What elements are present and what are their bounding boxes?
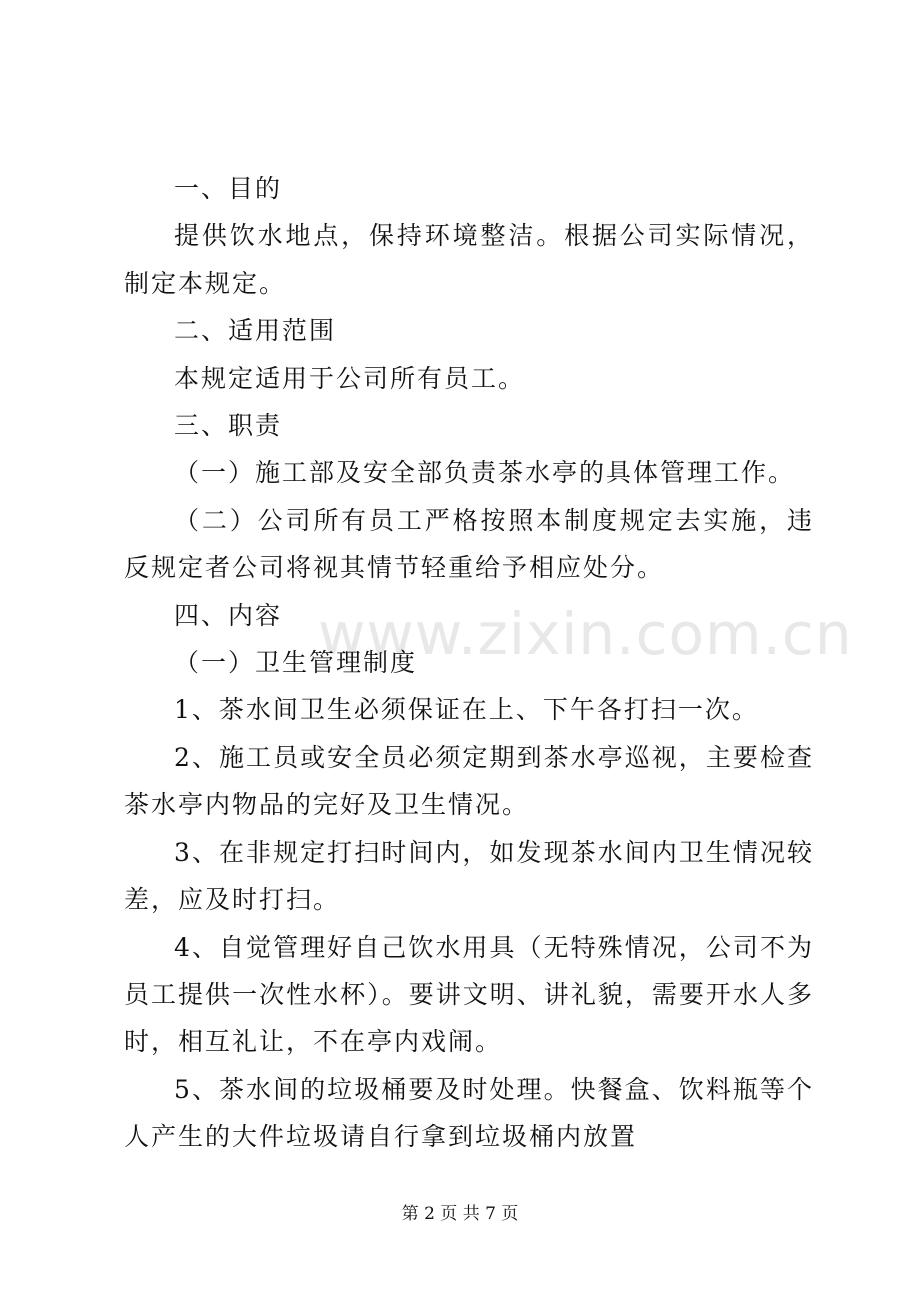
subsection-heading-hygiene: （一）卫生管理制度 [174, 648, 418, 678]
paragraph-duty-1: （一）施工部及安全部负责茶水亭的具体管理工作。 [174, 458, 796, 488]
document-body [124, 165, 814, 1161]
section-heading-scope: 二、适用范围 [174, 316, 337, 346]
rule-item-2: 2、施工员或安全员必须定期到茶水亭巡视，主要检查茶水亭内物品的完好及卫生情况。 [124, 742, 814, 820]
section-heading-content: 四、内容 [174, 600, 283, 630]
rule-item-3: 3、在非规定打扫时间内，如发现茶水间内卫生情况较差，应及时打扫。 [124, 837, 814, 915]
section-heading-duty: 三、职责 [174, 411, 283, 441]
watermark: www.zixin.com.cn [318, 600, 853, 668]
section-heading-purpose: 一、目的 [174, 174, 283, 203]
paragraph-purpose: 提供饮水地点，保持环境整洁。根据公司实际情况，制定本规定。 [124, 221, 814, 298]
rule-item-4: 4、自觉管理好自己饮水用具（无特殊情况，公司不为员工提供一次性水杯）。要讲文明、讲礼貌，需要开水人多时，相互礼让，不在亭内戏闹。 [124, 932, 814, 1057]
paragraph-duty-2: （二）公司所有员工严格按照本制度规定去实施，违反规定者公司将视其情节轻重给予相应处分。 [124, 505, 814, 583]
rule-item-1: 1、茶水间卫生必须保证在上、下午各打扫一次。 [174, 695, 759, 725]
page-number-footer: 第 2 页 共 7 页 [401, 1204, 519, 1224]
paragraph-scope: 本规定适用于公司所有员工。 [174, 363, 526, 393]
rule-item-5: 5、茶水间的垃圾桶要及时处理。快餐盒、饮料瓶等个人产生的大件垃圾请自行拿到垃圾桶内放置 [124, 1074, 814, 1152]
